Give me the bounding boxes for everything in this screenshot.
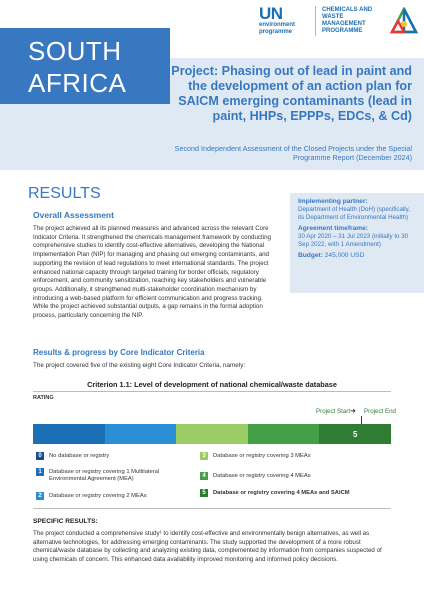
legend-text: Database or registry covering 4 MEAs and SAICM bbox=[213, 490, 350, 496]
page-header bbox=[0, 0, 424, 170]
specific-results-heading: SPECIFIC RESULTS: bbox=[33, 518, 98, 525]
budget-value: 245,000 USD bbox=[324, 252, 365, 259]
un-logo-text: UN bbox=[259, 4, 283, 23]
legend-number: 0 bbox=[36, 452, 44, 460]
country-name-line2: AFRICA bbox=[28, 68, 127, 98]
timeframe-label: Agreement timeframe: bbox=[298, 225, 368, 232]
partner-value: Department of Health (DoH) (specifically, its Department of Environmental Health) bbox=[298, 206, 410, 221]
rating-segment-1 bbox=[33, 424, 105, 444]
legend-text: Database or registry covering 1 Multilateral Environmental Agreement (MEA) bbox=[49, 469, 160, 482]
budget-label: Budget: bbox=[298, 252, 323, 259]
progress-intro: The project covered five of the existing eight Core Indicator Criteria, namely: bbox=[33, 362, 246, 369]
rating-bar bbox=[33, 424, 391, 444]
project-start-label: Project Start bbox=[316, 408, 351, 415]
partner-label: Implementing partner: bbox=[298, 198, 368, 205]
rating-segment-3 bbox=[176, 424, 248, 444]
overall-assessment-heading: Overall Assessment bbox=[33, 210, 114, 220]
results-heading: RESULTS bbox=[28, 185, 101, 202]
timeframe-value: 30 Apr 2020 – 31 Jul 2023 (initially to 30 Sep 2022, with 1 Amendment) bbox=[298, 233, 409, 248]
un-logo-subtext: environment programme bbox=[259, 22, 296, 35]
legend-text: Database or registry covering 2 MEAs bbox=[49, 493, 147, 499]
progress-heading: Results & progress by Core Indicator Criteria bbox=[33, 348, 205, 357]
project-title: Project: Phasing out of lead in paint and the development of an action plan for SAICM emerging contaminants (lead in paint, HHPs, EPPPs, EDCs, & Cd) bbox=[171, 64, 412, 123]
country-name-line1: SOUTH bbox=[28, 36, 122, 66]
criterion-rule-top bbox=[33, 391, 391, 392]
legend-number: 4 bbox=[200, 472, 208, 480]
project-info-box bbox=[290, 193, 424, 293]
rating-label: RATING bbox=[33, 395, 54, 401]
unep-logo bbox=[259, 6, 309, 36]
logo-divider bbox=[315, 6, 316, 36]
project-end-label: Project End bbox=[364, 408, 396, 415]
legend-text: No database or registry bbox=[49, 453, 110, 459]
title-background-left bbox=[0, 104, 170, 170]
legend-text: Database or registry covering 3 MEAs bbox=[213, 453, 311, 459]
rating-segment-4 bbox=[248, 424, 320, 444]
legend-number: 3 bbox=[200, 452, 208, 460]
rating-segment-5 bbox=[319, 424, 391, 444]
cwmp-logo-icon bbox=[390, 7, 418, 35]
legend-text: Database or registry covering 4 MEAs bbox=[213, 473, 311, 479]
criterion-rule-bottom bbox=[33, 508, 391, 509]
rating-current-value: 5 bbox=[352, 429, 358, 439]
budget-line bbox=[298, 252, 416, 259]
arrow-right-icon: ➜ bbox=[350, 408, 356, 415]
legend-number: 1 bbox=[36, 468, 44, 476]
overall-assessment-text: The project achieved all its planned measures and advanced across the relevant Core Indicator Criteria. It strengthened the chemicals management framework by conducting comprehensive studies to identify cost-effective alternatives, developing the National Implementation Plan (NIP) for managing and phasing out emerging contaminants, and supporting the revision of lead regulations to meet international standards. The project enhanced national capacity through targeted training for border officials, regulatory enforcement, and community sensitization, reaching key stakeholders and vulnerable groups. Additionally, it strengthened multi-stakeholder coordination mechanism by introducing a web-based platform for efficient communication and progress tracking. While the project achieved substantial outputs, a gap remains in the formal adoption process, particularly concerning the NIP. bbox=[33, 225, 271, 320]
legend-number: 2 bbox=[36, 492, 44, 500]
cwmp-logo-text: CHEMICALS AND WASTE MANAGEMENT PROGRAMME bbox=[322, 7, 373, 34]
report-subtitle: Second Independent Assessment of the Closed Projects under the Special Programme Report (December 2024) bbox=[174, 144, 412, 162]
country-block bbox=[0, 28, 170, 104]
legend-number: 5 bbox=[200, 489, 208, 497]
logo-area bbox=[259, 6, 418, 36]
rating-segment-2 bbox=[105, 424, 177, 444]
criterion-title: Criterion 1.1: Level of development of national chemical/waste database bbox=[87, 380, 337, 389]
project-marker bbox=[361, 416, 362, 424]
specific-results-text: The project conducted a comprehensive study¹ to identify cost-effective and environmentally benign alternatives, as well as alternative technologies, for addressing emerging contaminants. The study supported the development of a more robust chemical/waste database by collecting and analyzing existing data, complemented by information from companies suspected of using chemicals of concern. This enhanced data availability improved monitoring and informed policy decisions. bbox=[33, 530, 382, 563]
